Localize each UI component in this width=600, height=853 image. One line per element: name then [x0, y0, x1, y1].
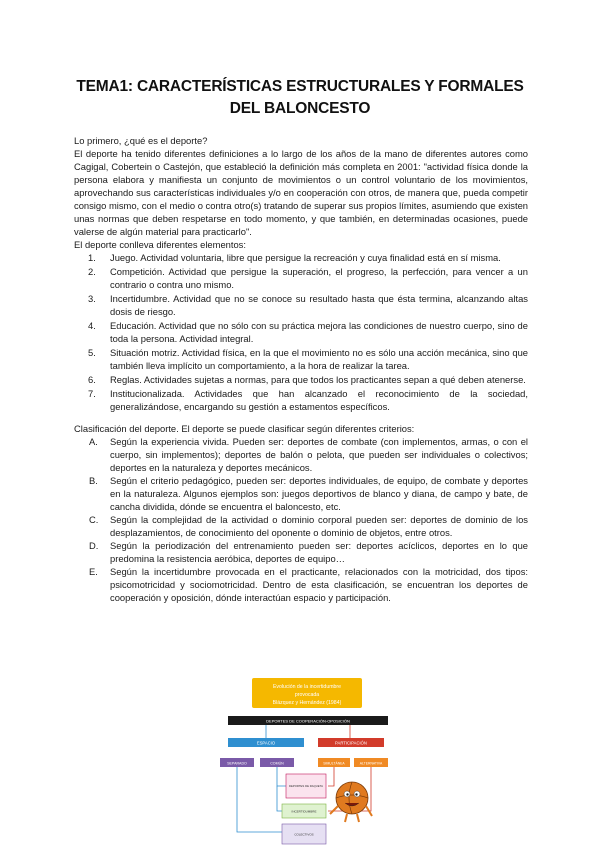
list-item: 4. Educación. Actividad que no sólo con su práctica mejora las condiciones de nuestro cuerpo, sino de toda la persona. Actividad integral.	[88, 320, 528, 344]
diagram-header-line1: Evolución de la incertidumbre	[272, 684, 342, 690]
list-item: 6. Reglas. Actividades sujetas a normas, para que todos los practicantes sepan a qué deben atenerse.	[88, 374, 526, 385]
diagram-center2-label: INCERTIDUMBRE	[291, 809, 317, 814]
elements-list	[74, 251, 528, 413]
list-item: E. Según la incertidumbre provocada en el practicante, relacionados con la motricidad, dos tipos: psicomotricidad y sociomotricidad. Dentro de esta clasificación, se encuentran los deportes de cooperación y oposición, dónde interactúan espacio y participación.	[89, 566, 528, 603]
list-item: D. Según la periodización del entrenamiento pueden ser: deportes acíclicos, deportes en lo que predomina la resistencia aeróbica, deportes de equipo…	[89, 540, 528, 564]
diagram-right-label: PARTICIPACIÓN	[335, 740, 367, 746]
page-title: TEMA1: CARACTERÍSTICAS ESTRUCTURALES Y FORMALES DEL BALONCESTO	[76, 78, 524, 117]
list-item: A. Según la experiencia vivida. Pueden ser: deportes de combate (con implementos, armas, o con el cuerpo, sin implementos); deportes de balón o pelota, que pueden ser individuales o colectivos; deportes en la naturaleza y deportes mecánicos.	[89, 436, 528, 473]
diagram-left-label: ESPACIO	[256, 740, 276, 746]
connector-line	[277, 786, 282, 811]
diagram-header-line2: provocada	[294, 692, 320, 698]
list-item: 1. Juego. Actividad voluntaria, libre que persigue la recreación y cuya finalidad está en sí misma.	[88, 252, 501, 263]
connector-line	[237, 767, 282, 832]
list-item: 2. Competición. Actividad que persigue la superación, el progreso, la perfección, para vencer a un contrario o contra uno mismo.	[88, 266, 528, 290]
diagram-header-line3: Blázquez y Hernández (1984)	[272, 700, 342, 706]
sports-diagram	[220, 674, 395, 848]
list-item: 5. Situación motriz. Actividad física, en la que el movimiento no es sólo una acción mecánica, sino que también lleva implícito un comportamiento, a la hora de realizar la tarea.	[88, 347, 528, 371]
list-item: 3. Incertidumbre. Actividad que no se conoce su resultado hasta que ésta termina, alcanzando altas dosis de riesgo.	[88, 293, 528, 317]
list-item: 7. Institucionalizada. Actividades que han alcanzado el reconocimiento de la sociedad, generalizándose, encargando su gestión a estamentos específicos.	[88, 388, 528, 412]
connector-line	[328, 767, 334, 786]
diagram-box-r1-label: SIMULTÁNEA	[323, 761, 345, 766]
list-item: B. Según el criterio pedagógico, pueden ser: deportes individuales, de equipo, de combate y deportes en la naturaleza. Algunos ejemplos son: juegos deportivos de blanco y diana, de campo y bate, de cancha dividida, dónde se encuentra el baloncesto, etc.	[89, 475, 528, 512]
basketball-mascot-icon	[330, 782, 372, 822]
list-item: C. Según la complejidad de la actividad o dominio corporal pueden ser: deportes de dominio de los desplazamientos, de conocimiento del oponente o dominio de objetos, entre otros.	[89, 514, 528, 538]
diagram-box-l2-label: COMÚN	[270, 761, 284, 766]
classification-list	[74, 435, 528, 604]
classification-intro: Clasificación del deporte. El deporte se puede clasificar según diferentes criterios:	[74, 423, 415, 434]
diagram-center1-label: DEPORTES DE RAQUETA	[288, 784, 324, 788]
question-paragraph: Lo primero, ¿qué es el deporte?	[74, 135, 208, 146]
document-body	[74, 134, 528, 604]
spacer	[74, 414, 528, 422]
definition-paragraph: El deporte ha tenido diferentes definiciones a lo largo de los años de la mano de diferentes autores como Cagigal, Cobertein o Castejón, que estableció la definición más completa en 2001: "actividad física donde la persona elabora y manifiesta un conjunto de movimientos o un control voluntario de los movimientos, aprovechando sus características individuales y/o en cooperación con otros, de manera que, pueda competir consigo mismo, con el medio o contra otro(s) tratando de superar sus propios límites, asumiendo que existen unas normas que deben respetarse en todo momento, y que también, en determinadas ocasiones, puede valerse de algún material para practicarlo".	[74, 148, 528, 237]
diagram-svg	[220, 674, 395, 848]
intro-section	[74, 134, 528, 251]
elements-intro: El deporte conlleva diferentes elementos:	[74, 239, 246, 250]
diagram-box-l1-label: SEPARADO	[227, 761, 247, 766]
connector-line	[277, 767, 286, 786]
diagram-bar-label: DEPORTES DE COOPERACIÓN-OPOSICIÓN	[266, 718, 350, 724]
diagram-box-r2-label: ALTERNATIVA	[359, 761, 383, 766]
diagram-center3-label: COLECTIVOS	[294, 832, 314, 837]
